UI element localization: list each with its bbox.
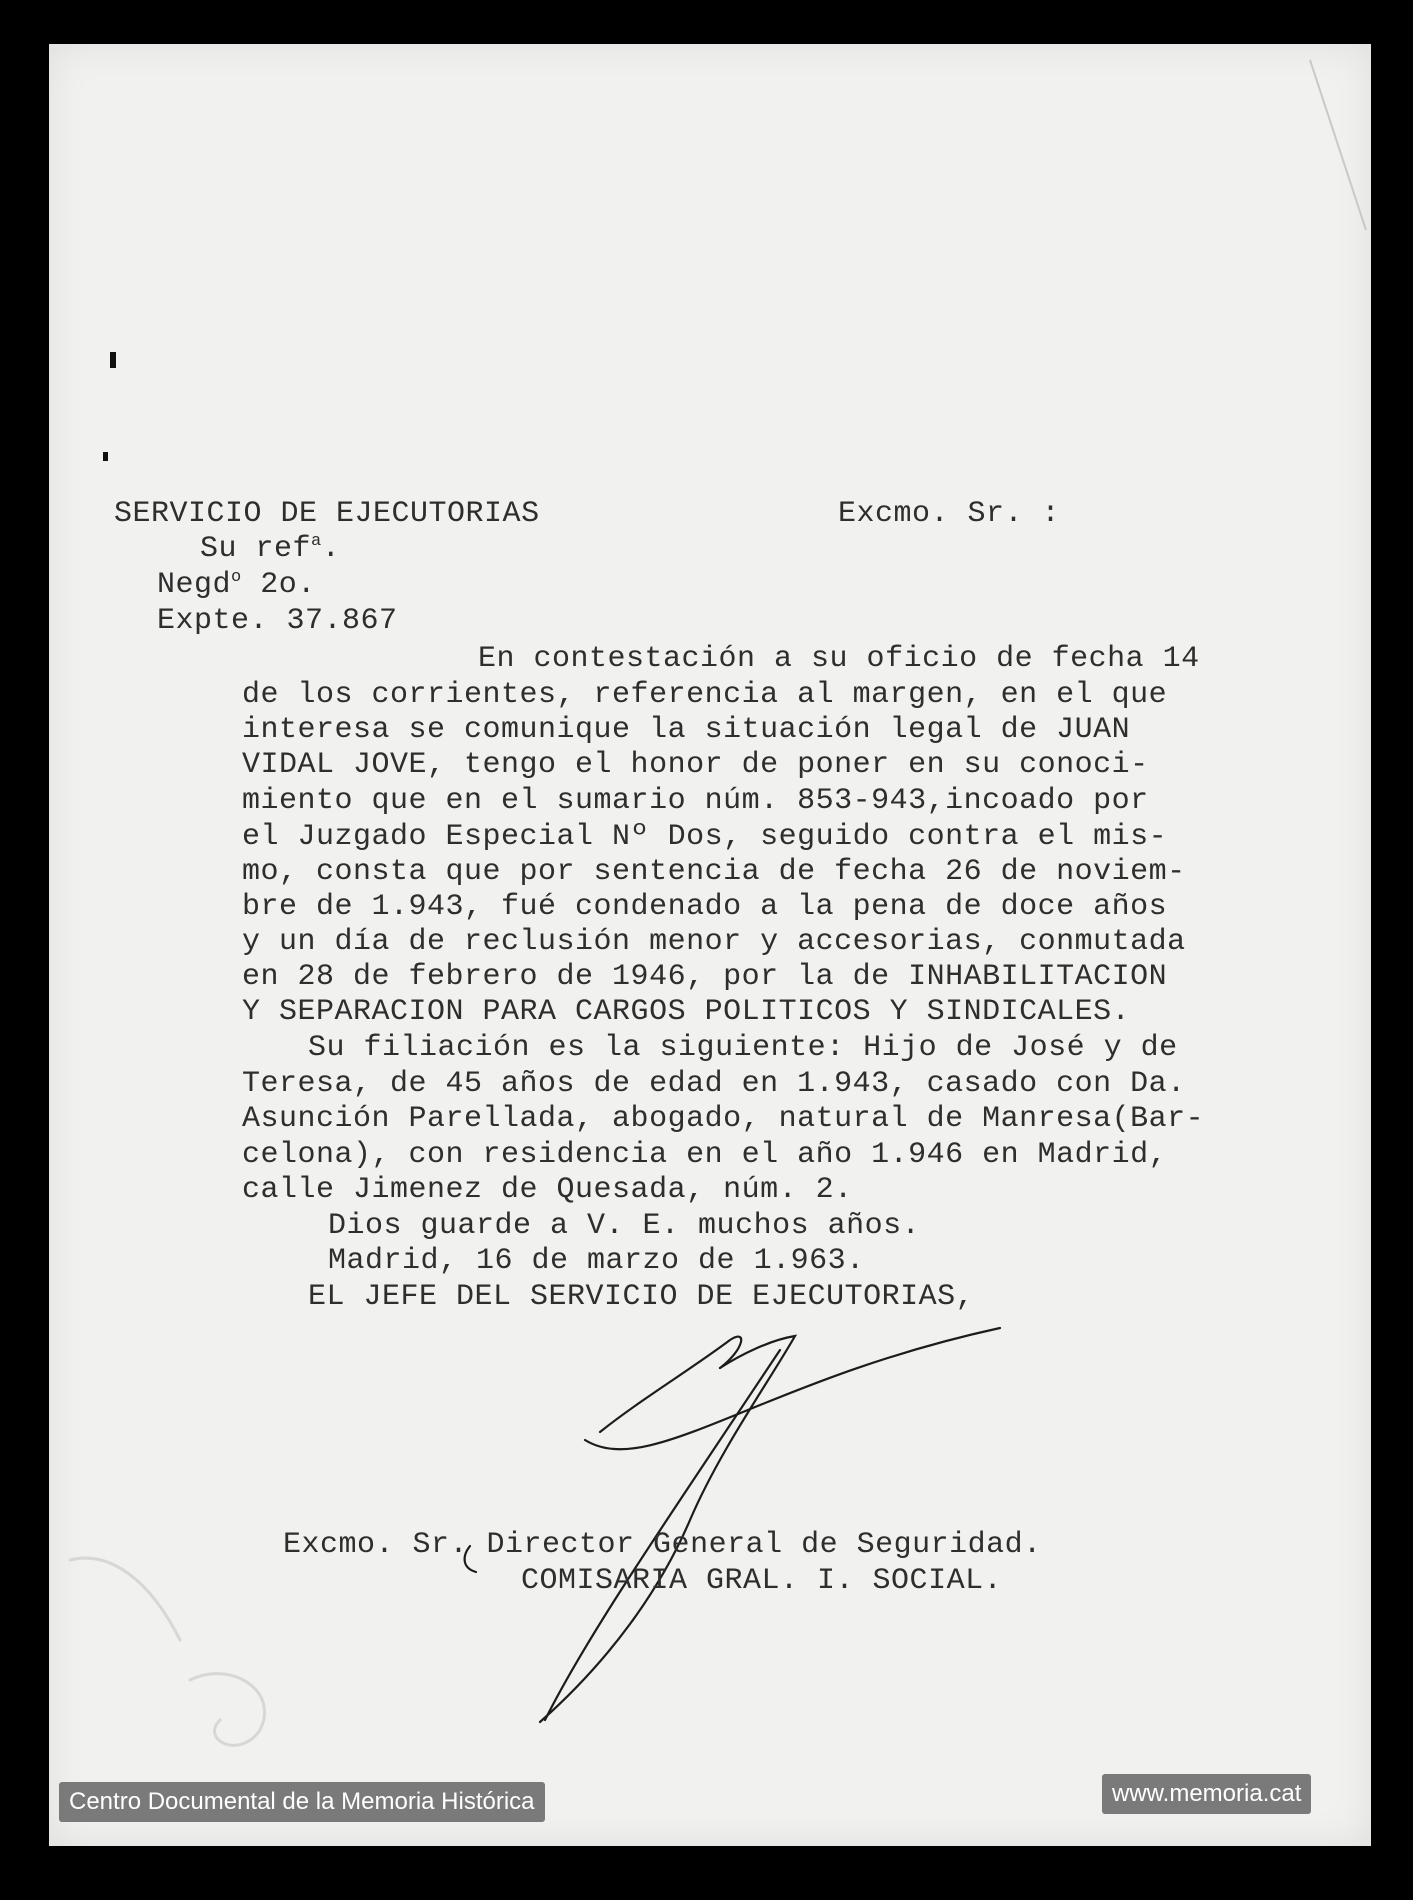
body-line: En contestación a su oficio de fecha 14 — [478, 642, 1200, 676]
faint-stroke — [70, 1558, 180, 1640]
website-watermark: www.memoria.cat — [1102, 1774, 1311, 1814]
body-line: en 28 de febrero de 1946, por la de INHABILITACION — [242, 960, 1168, 994]
negociado-line: Negd$^o$ 2o. — [157, 568, 316, 602]
closing-line: Dios guarde a V. E. muchos años. — [328, 1209, 921, 1243]
office-title: SERVICIO DE EJECUTORIAS — [114, 497, 540, 531]
signature-stroke — [600, 1337, 741, 1432]
faint-stroke — [190, 1674, 265, 1746]
salutation: Excmo. Sr. : — [838, 497, 1061, 531]
body-line: Teresa, de 45 años de edad en 1.943, casado con Da. — [242, 1067, 1186, 1101]
body-line: mo, consta que por sentencia de fecha 26 de noviem- — [242, 855, 1186, 889]
body-line: y un día de reclusión menor y accesorias, conmutada — [242, 925, 1186, 959]
body-line: Y SEPARACION PARA CARGOS POLITICOS Y SINDICALES. — [242, 995, 1131, 1029]
body-line: bre de 1.943, fué condenado a la pena de doce años — [242, 890, 1168, 924]
expediente-line: Expte. 37.867 — [157, 604, 398, 638]
signature-stroke — [585, 1328, 1000, 1449]
paper-fold-line — [1310, 60, 1366, 230]
body-line: de los corrientes, referencia al margen, en el que — [242, 678, 1168, 712]
addressee-line: Excmo. Sr. Director General de Seguridad. — [283, 1528, 1042, 1562]
body-line: el Juzgado Especial Nº Dos, seguido contra el mis- — [242, 820, 1168, 854]
body-line: Asunción Parellada, abogado, natural de Manresa(Bar- — [242, 1102, 1205, 1136]
reference-line: Su ref$^a$. — [200, 532, 341, 566]
addressee-unit: COMISARIA GRAL. I. SOCIAL. — [521, 1564, 1003, 1598]
body-line: calle Jimenez de Quesada, núm. 2. — [242, 1173, 853, 1207]
body-line: Su filiación es la siguiente: Hijo de José y de — [308, 1031, 1178, 1065]
body-line: celona), con residencia en el año 1.946 en Madrid, — [242, 1138, 1168, 1172]
archive-watermark: Centro Documental de la Memoria Histórica — [59, 1782, 545, 1822]
body-line: VIDAL JOVE, tengo el honor de poner en su conoci- — [242, 748, 1149, 782]
body-line: interesa se comunique la situación legal de JUAN — [242, 713, 1131, 747]
signatory-title: EL JEFE DEL SERVICIO DE EJECUTORIAS, — [308, 1280, 975, 1314]
date-line: Madrid, 16 de marzo de 1.963. — [328, 1244, 865, 1278]
body-line: miento que en el sumario núm. 853-943,incoado por — [242, 784, 1149, 818]
